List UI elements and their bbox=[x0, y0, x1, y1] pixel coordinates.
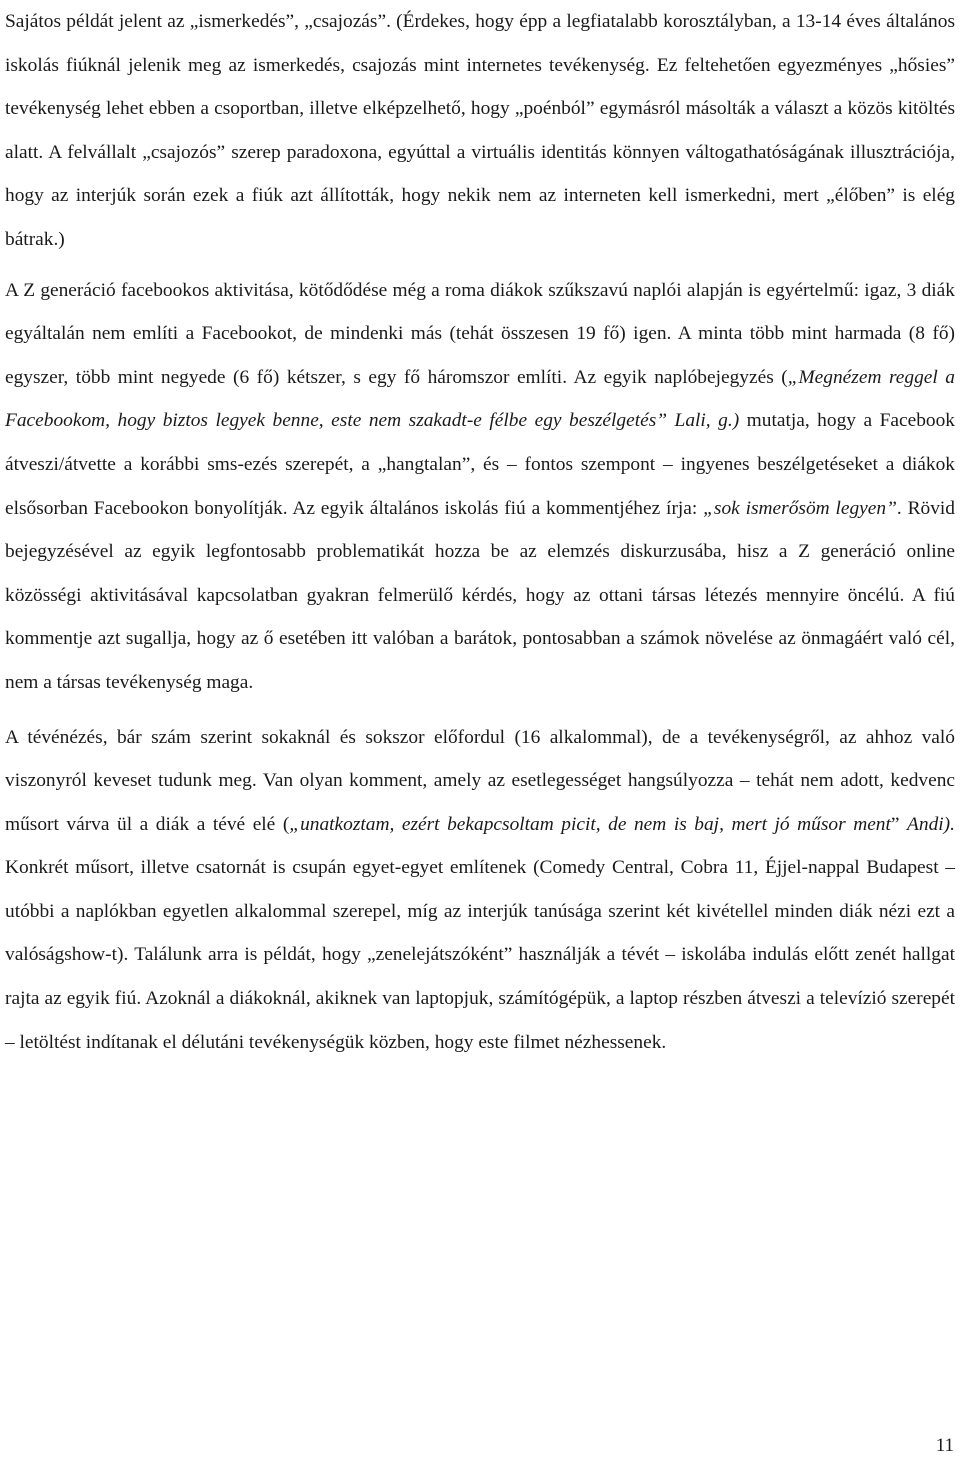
paragraph-1-text: Sajátos példát jelent az „ismerkedés”, „csajozás”. (Érdekes, hogy épp a legfiatalabb korosztályban, a 13-14 éves általános iskolás fiúknál jelenik meg az ismerkedés, csajozás mint internetes tevékenység. Ez feltehetően egyezményes „hősies” tevékenység lehet ebben a csoportban, illetve elképzelhető, hogy „poénból” egymásról másolták a választ a közös kitöltés alatt. A felvállalt „csajozós” szerep paradoxona, egyúttal a virtuális identitás könnyen váltogathatóságának illusztrációja, hogy az interjúk során ezek a fiúk azt állították, hogy nekik nem az interneten kell ismerkedni, mert „élőben” is elég bátrak.) bbox=[5, 11, 955, 250]
paragraph-3-quote-author: Andi). bbox=[907, 813, 955, 835]
paragraph-3-quote: „unatkoztam, ezért bekapcsoltam picit, de nem is baj, mert jó műsor ment bbox=[289, 813, 891, 835]
paragraph-3-quote-close: ” bbox=[890, 813, 908, 835]
document-page bbox=[5, 0, 955, 1064]
paragraph-2-quote-diary: „Megnézem reggel a Facebookom, hogy biztos legyek benne, este nem szakadt-e félbe egy beszélgetés” Lali, g.) bbox=[5, 366, 956, 432]
paragraph-tv bbox=[5, 716, 955, 1065]
paragraph-3-text-b: Konkrét műsort, illetve csatornát is csupán egyet-egyet említenek (Comedy Central, Cobra 11, Éjjel-nappal Budapest – utóbbi a naplókban egyetlen alkalommal szerepel, míg az interjúk tanúsága szerint két kivétellel minden diák nézi ezt a valóságshow-t). Találunk arra is példát, hogy „zenelejátszóként” használják a tévét – iskolába indulás előtt zenét hallgat rajta az egyik fiú. Azoknál a diákoknál, akiknek van laptopjuk, számítógépük, a laptop részben átveszi a televízió szerepét – letöltést indítanak el délutáni tevékenységük közben, hogy este filmet nézhessenek. bbox=[5, 857, 955, 1053]
paragraph-2-text-b: mutatja, hogy a Facebook átveszi/átvette a korábbi sms-ezés szerepét, a „hangtalan”, és – fontos szempont – ingyenes beszélgetéseket a diákok elsősorban Facebookon bonyolítják. Az egyik általános iskolás fiú a kommentjéhez írja: bbox=[5, 410, 955, 519]
paragraph-2-text-a: A Z generáció facebookos aktivitása, kötődődése még a roma diákok szűkszavú naplói alapján is egyértelmű: igaz, 3 diák egyáltalán nem említi a Facebookot, de mindenki más (tehát összesen 19 fő) igen. A minta több mint harmada (8 fő) egyszer, több mint negyede (6 fő) kétszer, s egy fő háromszor említi. Az egyik naplóbejegyzés ( bbox=[5, 279, 955, 388]
paragraph-2-quote-comment: „sok ismerősöm legyen” bbox=[703, 497, 897, 519]
paragraph-dating bbox=[5, 0, 955, 262]
paragraph-facebook bbox=[5, 269, 955, 705]
paragraph-2-text-c: . Rövid bejegyzésével az egyik legfontosabb problematikát hozza be az elemzés diskurzusába, hisz a Z generáció online közösségi aktivitásával kapcsolatban gyakran felmerülő kérdés, hogy az ottani társas létezés mennyire öncélú. A fiú kommentje azt sugallja, hogy az ő esetében itt valóban a barátok, pontosabban a számok növelése az önmagáért való cél, nem a társas tevékenység maga. bbox=[5, 497, 955, 693]
page-number: 11 bbox=[935, 1435, 954, 1456]
paragraph-3-text-a: A tévénézés, bár szám szerint sokaknál és sokszor előfordul (16 alkalommal), de a tevékenységről, az ahhoz való viszonyról keveset tudunk meg. Van olyan komment, amely az esetlegességet hangsúlyozza – tehát nem adott, kedvenc műsort várva ül a diák a tévé elé ( bbox=[5, 726, 955, 835]
